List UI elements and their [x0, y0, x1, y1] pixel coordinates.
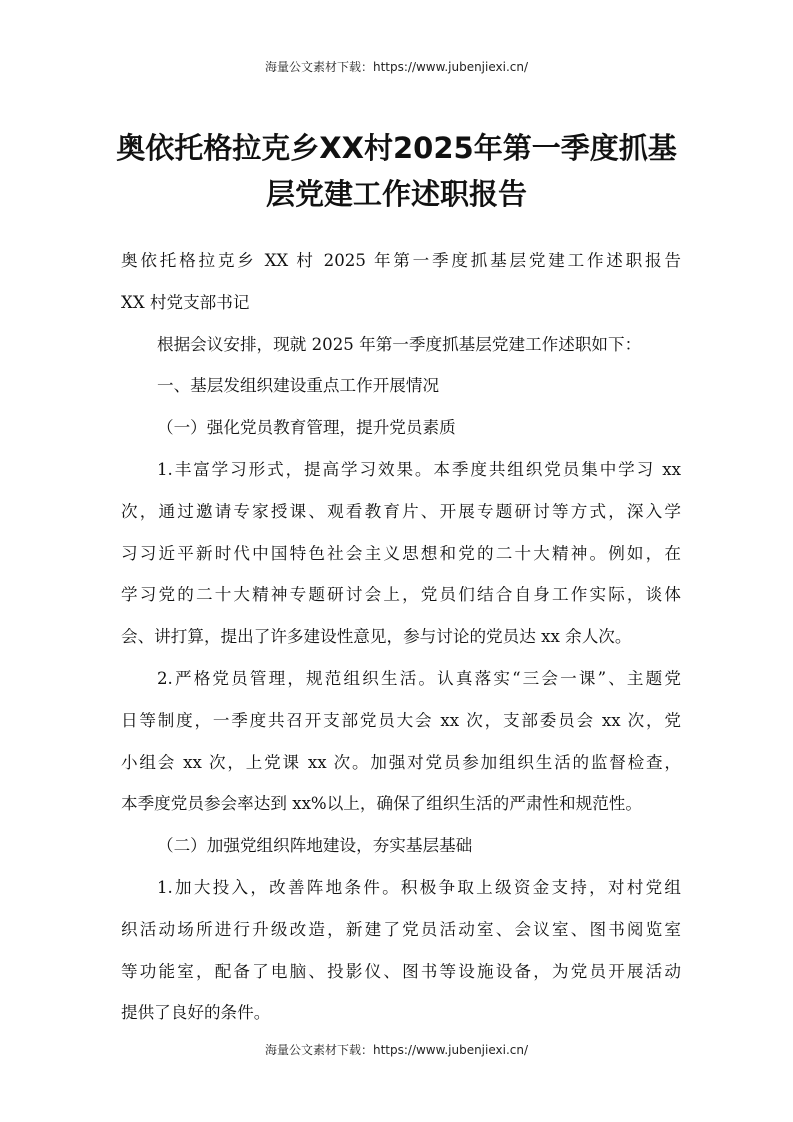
document-title	[100, 125, 693, 217]
document-body	[121, 240, 681, 1034]
paragraph-line: 织活动场所进行升级改造，新建了党员活动室、会议室、图书阅览室	[121, 919, 681, 939]
page-header: 海量公文素材下载：https://www.jubenjiexi.cn/	[264, 60, 529, 74]
paragraph-line: 提供了良好的条件。	[121, 1003, 271, 1023]
paragraph-line: 学习党的二十大精神专题研讨会上，党员们结合自身工作实际，谈体	[121, 585, 681, 605]
page-footer: 海量公文素材下载：https://www.jubenjiexi.cn/	[264, 1043, 529, 1057]
intro-paragraph: 根据会议安排，现就 2025 年第一季度抓基层党建工作述职如下：	[157, 334, 642, 354]
subsection-heading-1: （一）强化党员教育管理，提升党员素质	[157, 418, 456, 438]
paragraph-line: 等功能室，配备了电脑、投影仪、图书等设施设备，为党员开展活动	[121, 961, 681, 981]
paragraph-line: 习习近平新时代中国特色社会主义思想和党的二十大精神。例如，在	[121, 543, 681, 563]
paragraph-line: 1.丰富学习形式，提高学习效果。本季度共组织党员集中学习 xx	[157, 459, 681, 479]
title-line-1: 奥依托格拉克乡XX村2025年第一季度抓基	[116, 131, 677, 165]
paragraph-line: 会、讲打算，提出了许多建设性意见，参与讨论的党员达 xx 余人次。	[121, 627, 632, 647]
paragraph-line: 1.加大投入，改善阵地条件。积极争取上级资金支持，对村党组	[157, 877, 681, 897]
subsection-heading-2: （二）加强党组织阵地建设，夯实基层基础	[157, 836, 473, 856]
section-heading-1: 一、基层发组织建设重点工作开展情况	[157, 376, 440, 396]
title-line-2: 层党建工作述职报告	[265, 177, 527, 211]
paragraph-line: 日等制度，一季度共召开支部党员大会 xx 次，支部委员会 xx 次，党	[121, 710, 681, 730]
paragraph-line: 次，通过邀请专家授课、观看教育片、开展专题研讨等方式，深入学	[121, 501, 681, 521]
author-line: XX 村党支部书记	[121, 292, 250, 312]
paragraph-line: 2.严格党员管理，规范组织生活。认真落实“三会一课”、主题党	[157, 668, 681, 688]
paragraph-line: 小组会 xx 次，上党课 xx 次。加强对党员参加组织生活的监督检查，	[121, 752, 681, 772]
paragraph-line: 本季度党员参会率达到 xx%以上，确保了组织生活的严肃性和规范性。	[121, 794, 642, 814]
subtitle-line: 奥依托格拉克乡 XX 村 2025 年第一季度抓基层党建工作述职报告	[121, 251, 681, 270]
